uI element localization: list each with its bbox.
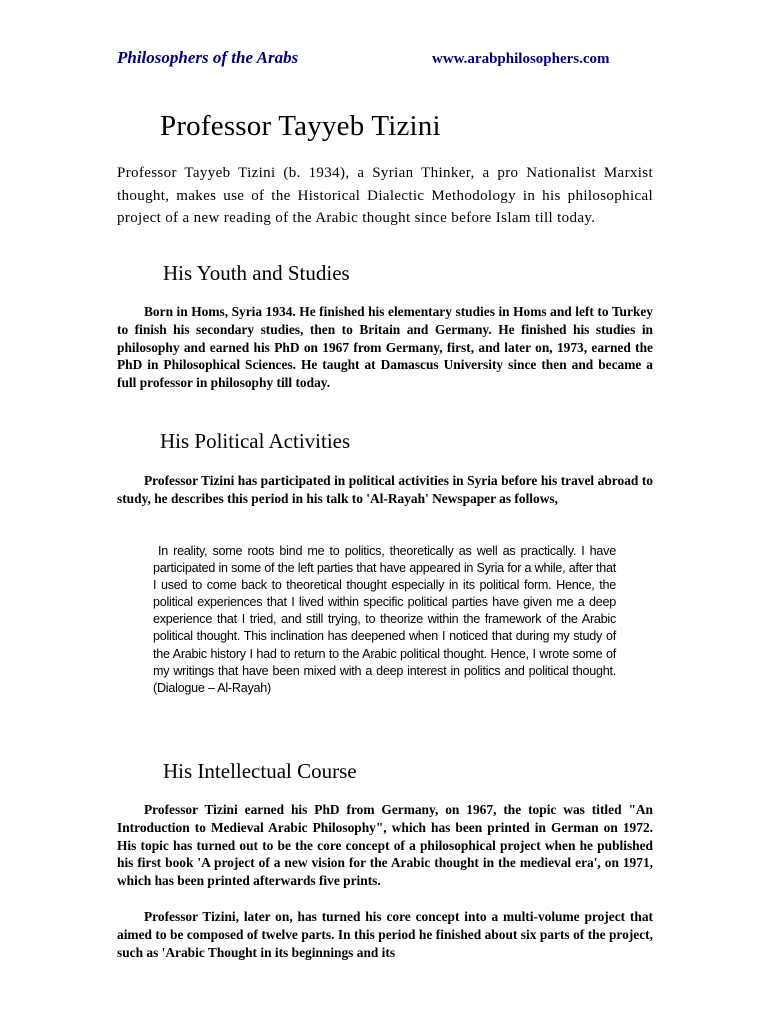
- site-url[interactable]: www.arabphilosophers.com: [432, 51, 610, 67]
- intro-paragraph: Professor Tayyeb Tizini (b. 1934), a Syrian Thinker, a pro Nationalist Marxist thought, makes use of the Historical Dialectic Methodology in his philosophical project of a new reading of the Arabic thought since before Islam till today.: [117, 165, 653, 226]
- political-quote: In reality, some roots bind me to politics, theoretically as well as practically. I have participated in some of the left parties that have appeared in Syria for a while, after that I used to come back to theoretical thought especially in its political form. Hence, the political experiences that I lived within specific political parties have given me a deep experience that I tried, and still trying, to theorize within the framework of the Arabic political thought. This inclination has deepened when I noticed that during my study of the Arabic history I had to return to the Arabic political thought. Hence, I wrote some of my writings that have been mixed with a deep interest in politics and political thought. (Dialogue – Al-Rayah): [153, 544, 616, 695]
- heading-political: His Political Activities: [160, 429, 351, 453]
- intellectual-paragraph-1: Professor Tizini earned his PhD from Germany, on 1967, the topic was titled "An Introduction to Medieval Arabic Philosophy", which has been printed in German on 1972. His topic has turned out to be the core concept of a philosophical project when he published his first book 'A project of a new vision for the Arabic thought in the medieval era', on 1971, which has been printed afterwards five prints.: [117, 802, 653, 889]
- youth-paragraph: Born in Homs, Syria 1934. He finished his elementary studies in Homs and left to Turkey to finish his secondary studies, then to Britain and Germany. He finished his studies in philosophy and earned his PhD on 1967 from Germany, first, and later on, 1973, earned the PhD in Philosophical Sciences. He taught at Damascus University since then and became a full professor in philosophy till today.: [117, 304, 653, 391]
- intellectual-paragraph-2: Professor Tizini, later on, has turned his core concept into a multi-volume project that aimed to be composed of twelve parts. In this period he finished about six parts of the project, such as 'Arabic Thought in its beginnings and its: [117, 909, 653, 960]
- heading-youth: His Youth and Studies: [163, 261, 350, 285]
- page-title: Professor Tayyeb Tizini: [160, 110, 441, 142]
- heading-intellectual: His Intellectual Course: [163, 759, 357, 783]
- site-name: Philosophers of the Arabs: [117, 48, 299, 67]
- political-paragraph: Professor Tizini has participated in political activities in Syria before his travel abroad to study, he describes this period in his talk to 'Al-Rayah' Newspaper as follows,: [117, 473, 653, 506]
